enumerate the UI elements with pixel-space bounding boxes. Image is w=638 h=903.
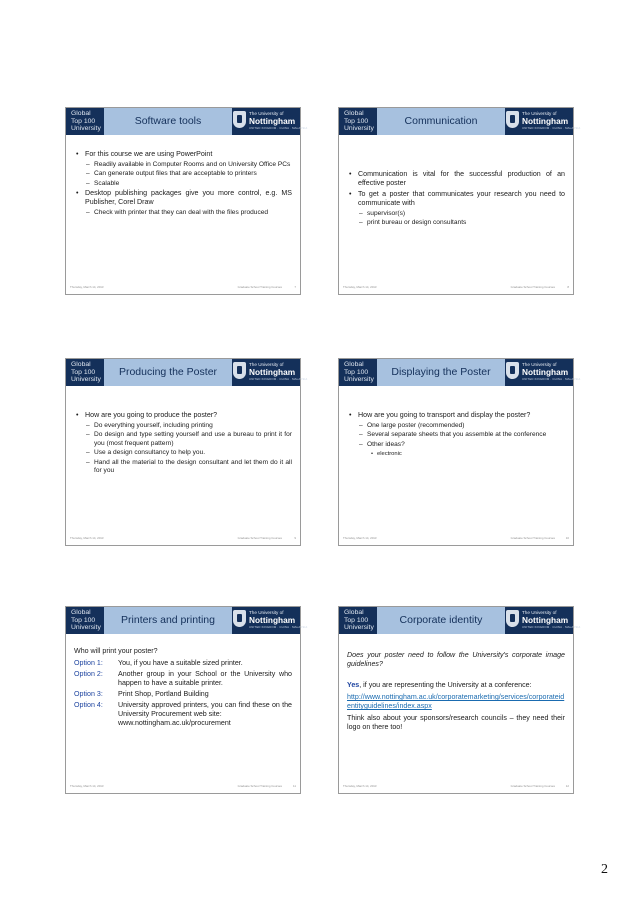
slide-body: [74, 411, 292, 476]
slide-header: [66, 607, 308, 634]
sub-bullet: – One large poster (recommended): [347, 422, 565, 430]
crest-icon: [233, 362, 246, 379]
slide-body: [74, 647, 292, 728]
sub-bullet: – Hand all the material to the design consultant and let them do it all for you: [74, 459, 292, 476]
yes-label: Yes: [347, 681, 360, 689]
slide-footer: Thursday, March 14, 2013 Graduate School Training Courses 11: [70, 784, 296, 788]
slide-header: [339, 359, 581, 386]
global-top-100-badge: Global Top 100 University: [344, 609, 374, 632]
option-row: Option 1: You, if you have a suitable sized printer.: [74, 659, 243, 667]
university-logo: The University of Nottingham UNITED KINGDOM · CHINA · MALAYSIA: [506, 362, 570, 383]
intro-text: Who will print your poster?: [74, 647, 158, 655]
sub-sub-bullet: • electronic: [347, 450, 565, 458]
university-logo: The University of Nottingham UNITED KINGDOM · CHINA · MALAYSIA: [506, 111, 570, 132]
slide-communication: [338, 107, 581, 295]
slide-title: Displaying the Poster: [377, 359, 505, 386]
bullet: • To get a poster that communicates your research you need to communicate with: [347, 190, 565, 208]
university-logo: The University of Nottingham UNITED KINGDOM · CHINA · MALAYSIA: [233, 610, 297, 631]
global-top-100-badge: Global Top 100 University: [71, 361, 101, 384]
bullet: • How are you going to produce the poster?: [74, 411, 292, 420]
guidelines-link[interactable]: http://www.nottingham.ac.uk/corporatemarketing/services/corporateidentityguidelines/index.aspx: [347, 693, 565, 710]
slide-title: Communication: [377, 108, 505, 135]
option-row: Option 4: University approved printers, you can find these on the University Procurement web site:: [74, 701, 292, 718]
slide-corporate-identity: [338, 606, 581, 794]
slide-footer: Thursday, March 14, 2013 Graduate School Training Courses 7: [70, 285, 296, 289]
crest-icon: [233, 610, 246, 627]
slide-header: [66, 108, 308, 135]
slide-body: [74, 150, 292, 219]
slide-title: Producing the Poster: [104, 359, 232, 386]
sub-bullet: – Several separate sheets that you assemble at the conference: [347, 431, 565, 439]
sub-bullet: – Use a design consultancy to help you.: [74, 449, 292, 457]
university-logo: The University of Nottingham UNITED KINGDOM · CHINA · MALAYSIA: [506, 610, 570, 631]
slide-body: [347, 651, 565, 735]
bullet: • For this course we are using PowerPoint: [74, 150, 292, 159]
sub-bullet: – Check with printer that they can deal with the files produced: [74, 209, 292, 217]
slide-footer: Thursday, March 14, 2013 Graduate School Training Courses 8: [343, 285, 569, 289]
slide-body: [347, 170, 565, 229]
option-label: Option 2:: [74, 670, 103, 678]
slide-producing-the-poster: [65, 358, 308, 546]
slide-header: [339, 607, 581, 634]
sub-bullet: – supervisor(s): [347, 210, 565, 218]
slide-footer: Thursday, March 14, 2013 Graduate School Training Courses 10: [343, 536, 569, 540]
slide-displaying-the-poster: [338, 358, 581, 546]
option-label: Option 4:: [74, 701, 103, 709]
procurement-url: www.nottingham.ac.uk/procurement: [118, 719, 231, 727]
slide-title: Printers and printing: [104, 607, 232, 634]
option-row: Option 2: Another group in your School or the University who happen to have a suitable printer.: [74, 670, 292, 687]
question-text: Does your poster need to follow the University's corporate image guidelines?: [347, 651, 565, 668]
sub-bullet: – print bureau or design consultants: [347, 219, 565, 227]
page-number: 2: [601, 862, 608, 877]
sub-bullet: – Other ideas?: [347, 441, 565, 449]
bullet: • Communication is vital for the successful production of an effective poster: [347, 170, 565, 188]
sub-bullet: – Do everything yourself, including printing: [74, 422, 292, 430]
slide-title: Corporate identity: [377, 607, 505, 634]
sub-bullet: – Do design and type setting yourself and use a bureau to print it for you (most frequent pattern): [74, 431, 292, 448]
option-label: Option 1:: [74, 659, 103, 667]
slide-title: Software tools: [104, 108, 232, 135]
global-top-100-badge: Global Top 100 University: [344, 361, 374, 384]
slide-printers-and-printing: [65, 606, 308, 794]
sub-bullet: – Scalable: [74, 180, 292, 188]
crest-icon: [233, 111, 246, 128]
crest-icon: [506, 610, 519, 627]
slide-footer: Thursday, March 14, 2013 Graduate School Training Courses 12: [343, 784, 569, 788]
option-label: Option 3:: [74, 690, 103, 698]
slide-body: [347, 411, 565, 458]
global-top-100-badge: Global Top 100 University: [71, 110, 101, 133]
crest-icon: [506, 362, 519, 379]
university-logo: The University of Nottingham UNITED KINGDOM · CHINA · MALAYSIA: [233, 362, 297, 383]
bullet: • How are you going to transport and display the poster?: [347, 411, 565, 420]
crest-icon: [506, 111, 519, 128]
sub-bullet: – Can generate output files that are acceptable to printers: [74, 170, 292, 178]
global-top-100-badge: Global Top 100 University: [71, 609, 101, 632]
bullet: • Desktop publishing packages give you more control, e.g. MS Publisher, Corel Draw: [74, 189, 292, 207]
slide-footer: Thursday, March 14, 2013 Graduate School Training Courses 9: [70, 536, 296, 540]
university-logo: The University of Nottingham UNITED KINGDOM · CHINA · MALAYSIA: [233, 111, 297, 132]
option-row: Option 3: Print Shop, Portland Building: [74, 690, 209, 698]
slide-software-tools: [65, 107, 308, 295]
slide-header: [339, 108, 581, 135]
sub-bullet: – Readily available in Computer Rooms and on University Office PCs: [74, 161, 292, 169]
answer-text: Yes, if you are representing the University at a conference:: [347, 681, 532, 689]
slide-header: [66, 359, 308, 386]
sponsors-note: Think also about your sponsors/research councils – they need their logo on there too!: [347, 714, 565, 731]
global-top-100-badge: Global Top 100 University: [344, 110, 374, 133]
